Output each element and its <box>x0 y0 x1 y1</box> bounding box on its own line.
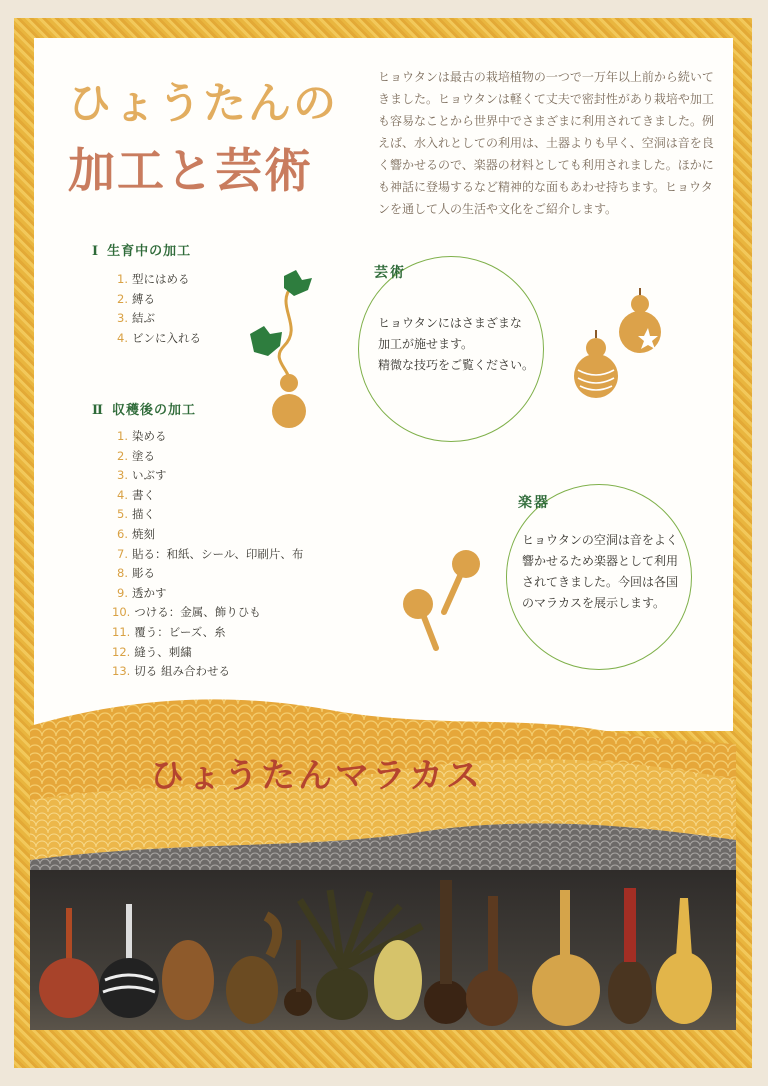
section-1-numeral: Ⅰ <box>92 244 100 259</box>
item-number: 2. <box>117 448 128 463</box>
item-number: 10. <box>112 605 131 620</box>
item-number: 3. <box>117 311 128 326</box>
item-text: 透かす <box>132 585 167 600</box>
maracas-banner: ひょうたんマラカス <box>150 756 483 796</box>
item-text: 切る 組み合わせる <box>134 664 230 679</box>
art-line: 精微な技巧をご覧ください。 <box>378 358 535 372</box>
item-text: 染める <box>132 429 167 443</box>
item-text: 覆う：ビーズ、糸 <box>134 624 226 639</box>
item-number: 11. <box>112 624 131 639</box>
item-number: 1. <box>117 429 128 443</box>
title-line-1: ひょうたんの <box>68 79 338 129</box>
item-text: 縛る <box>132 291 155 306</box>
item-number: 5. <box>117 507 128 522</box>
item-text: つける：金属、飾りひも <box>134 605 261 620</box>
item-number: 7. <box>117 546 128 561</box>
section-2-numeral: Ⅱ <box>92 403 104 418</box>
item-number: 6. <box>117 526 128 541</box>
section-2-title: 収穫後の加工 <box>111 403 196 418</box>
item-number: 12. <box>112 644 131 659</box>
art-line: ヒョウタンにはさまざまな <box>378 316 522 330</box>
maracas-photo <box>30 870 736 1030</box>
item-text: いぶす <box>132 468 167 483</box>
item-number: 3. <box>117 468 128 483</box>
item-text: 結ぶ <box>132 311 155 326</box>
item-number: 8. <box>117 566 128 581</box>
item-text: ビンに入れる <box>132 330 201 345</box>
art-label: 芸術 <box>374 265 406 281</box>
item-text: 彫る <box>132 566 155 581</box>
item-number: 4. <box>117 330 128 345</box>
instrument-line: のマラカスを展示します。 <box>522 596 666 610</box>
item-text: 型にはめる <box>132 272 190 286</box>
item-text: 縫う、刺繍 <box>134 644 192 659</box>
intro-text: ヒョウタンは最古の栽培植物の一つで一万年以上前から続いてきました。ヒョウタンは軽くて丈夫で密封性があり栽培や加工も容易なことから世界中でさまざまに利用されてきました。例えば、水入れとしての利用は、土器よりも早く、空洞は音を良く響かせるので、楽器の材料としても利用されました。ほかにも神話に登場するなど精神的な面もあわせ持ちます。ヒョウタンを通して人の生活や文化をご紹介します。 <box>378 70 715 216</box>
instrument-line: ヒョウタンの空洞は音をよく <box>522 533 678 547</box>
section-1-title: 生育中の加工 <box>107 244 192 259</box>
instrument-line: 響かせるため楽器として利用 <box>522 554 679 568</box>
item-number: 1. <box>117 272 128 286</box>
instrument-label: 楽器 <box>518 495 550 511</box>
item-number: 4. <box>117 487 128 502</box>
item-number: 2. <box>117 291 128 306</box>
item-number: 9. <box>117 585 128 600</box>
item-text: 書く <box>132 487 155 502</box>
maracas-collection-image <box>30 870 736 1030</box>
instrument-line: されてきました。今回は各国 <box>522 575 679 589</box>
item-text: 塗る <box>132 448 155 463</box>
title-line-2: 加工と芸術 <box>68 144 313 199</box>
art-line: 加工が施せます。 <box>378 337 474 351</box>
item-text: 描く <box>132 507 155 522</box>
item-text: 焼刻 <box>132 526 155 541</box>
item-number: 13. <box>112 664 131 679</box>
item-text: 貼る：和紙、シール、印刷片、布 <box>132 546 304 561</box>
